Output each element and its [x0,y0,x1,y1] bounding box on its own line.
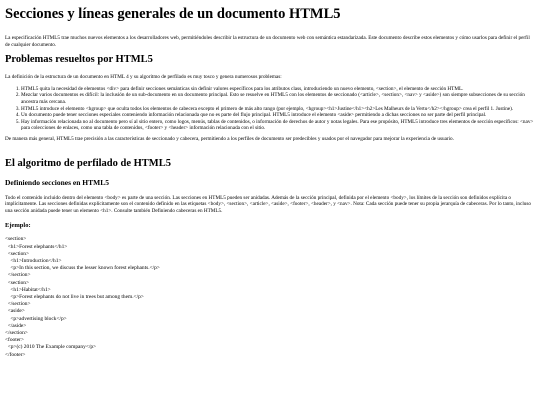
list-item: 3. HTML5 introduce el elemento <hgroup> que oculta todos los elementos de cabecera excepto el primero de más alto rango (por ejemplo, <hgroup><h1>Justine</h1><h2>Les Malheurs de la Vertu</h2></hgroup> crea el perfil 1. Justine). [21,106,535,113]
page-title: Secciones y líneas generales de un documento HTML5 [5,6,341,22]
sections-subheading: Definiendo secciones en HTML5 [5,177,109,187]
list-item: 4. Un documento puede tener secciones especiales conteniendo información relacionada que no es parte del flujo principal. HTML5 introduce el elemento <aside> permitiendo a dichas secciones no ser parte del perfil principal. [21,112,535,119]
list-item: 5. Hay información relacionada no al documento pero sí al sitio entero, como logos, menús, tablas de contenidos, o información de derechos de autor y notas legales. Para ese propósito, HTML5 introduce tres elementos de sección específicos: <nav> para colecciones de enlaces, como una tabla de contenidos, <footer> y <header> información relacionada con el sitio. [21,119,535,132]
list-item: 1. HTML5 quita la necesidad de elementos <div> para definir secciones semánticas sin definir valores específicos para los atributos class, introduciendo un nuevo elemento, <section>, el elemento de sección HTML. [21,86,535,93]
problems-summary: De manera más general, HTML5 trae precisión a las características de seccionado y cabecera, permitiendo a los perfiles de documento ser predecibles y usados por el navegador para mejorar la experiencia de usuario. [5,135,454,142]
problems-list [5,86,535,132]
sections-body: Todo el contenido incluido dentro del elemento <body> es parte de una sección. Las secciones en HTML5 pueden ser anidadas. Además de la sección principal, definida por el elemento <body>, los límites de la sección son definidos explícita o implícitamente. Las secciones definidas explícitamente son el contenido definido en las etiquetas <body>, <section>, <article>, <aside>, <footer>, <header>, y <nav>. Nota: Cada sección puede tener su propia jerarquía de cabeceras. Por lo tanto, incluso una sección anidada puede tener un elemento <h1>. Consulte también Definiendo cabeceras en HTML5. [5,194,531,214]
problems-intro: La definición de la estructura de un documento en HTML 4 y su algoritmo de perfilado es muy tosco y genera numerosos problemas: [5,74,282,81]
example-code: <section> <h1>Forest elephants</h1> <section> <h1>Introduction</h1> <p>In this section, we discuss the lesser known forest elephants.</p> </section> <section> <h1>Habitat</h1> <p>Forest elephants do not live in trees but among them.</p> </section> <aside> <p>advertising block</p> </aside> </section> <footer> <p>(c) 2010 The Example company</p> </footer> [5,236,160,358]
example-label: Ejemplo: [5,222,31,230]
intro-paragraph: La especificación HTML5 trae muchos nuevos elementos a los desarrolladores web, permitiéndoles describir la estructura de un documento web con semántica estandarizada. Este documento describe estos elementos y cómo usarlos para definir el perfil de cualquier documento. [5,35,530,48]
problems-heading: Problemas resueltos por HTML5 [5,54,153,66]
list-item: 2. Mezclar varios documentos es difícil: la inclusión de un sub-documento en un documento principal. Esto se resuelve en HTML5 con los elementos de seccionado (<article>, <section>, <nav> y <aside>) son siempre subsecciones de su sección ancestra más cercana. [21,92,535,105]
algorithm-heading: El algoritmo de perfilado de HTML5 [5,157,171,169]
